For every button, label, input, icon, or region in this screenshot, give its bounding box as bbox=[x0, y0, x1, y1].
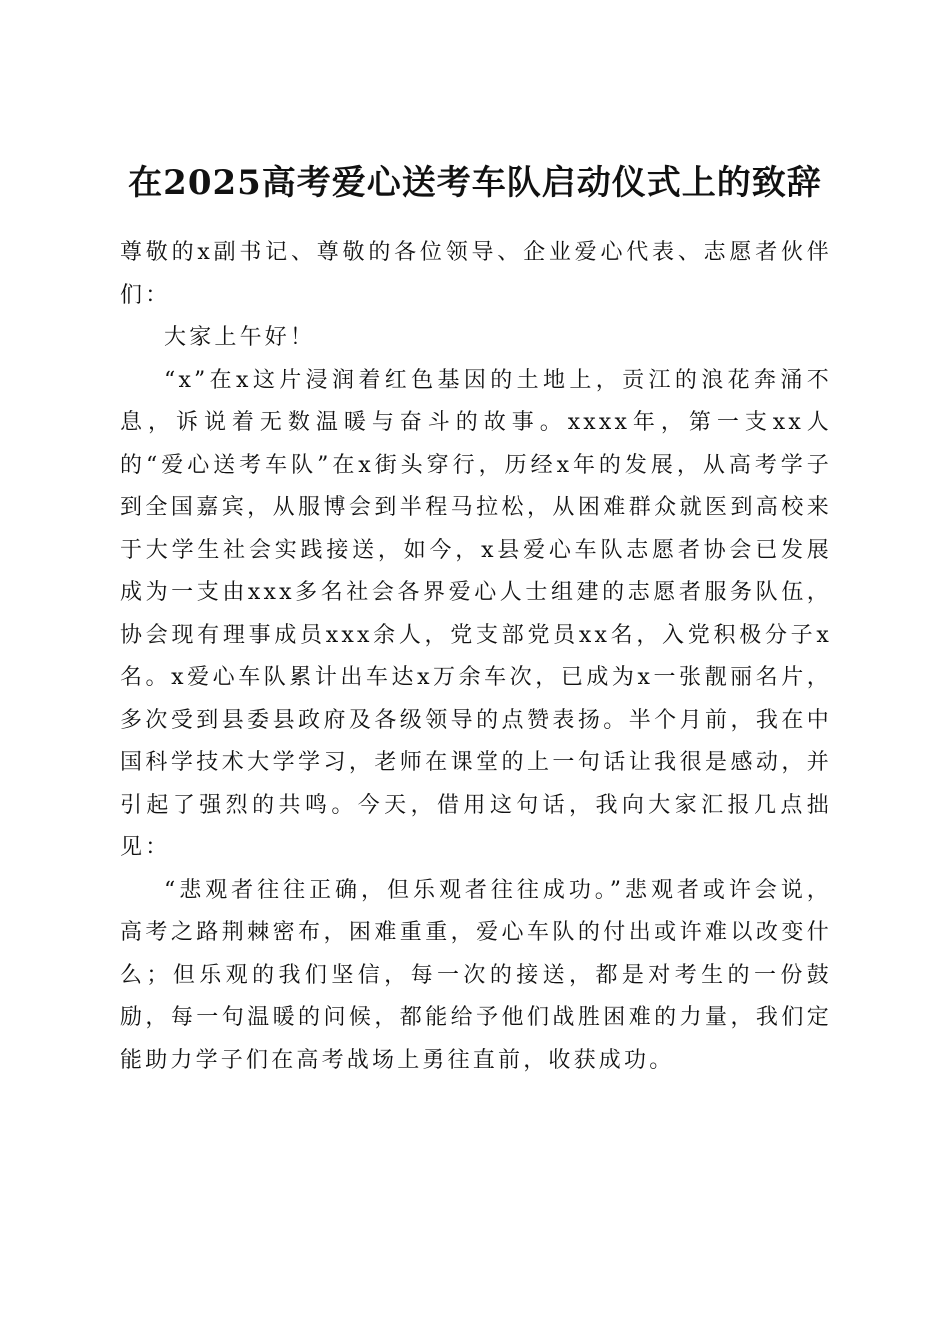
greeting: 大家上午好！ bbox=[164, 325, 316, 350]
paragraph-history: “x”在x这片浸润着红色基因的土地上，贡江的浪花奔涌不息，诉说着无数温暖与奋斗的故事。xxxx年，第一支xx人的“爱心送考车队”在x街头穿行，历经x年的发展，从高考学子到全国嘉宾，从服博会到半程马拉松，从困难群众就医到高校来于大学生社会实践接送，如今，x县爱心车队志愿者协会已发展成为一支由xxx多名社会各界爱心人士组建的志愿者服务队伍，协会现有理事成员xxx余人，党支部党员xx名，入党积极分子x名。x爱心车队累计出车达x万余车次，已成为x一张靓丽名片，多次受到县委县政府及各级领导的点赞表扬。半个月前，我在中国科学技术大学学习，老师在课堂的上一句话让我很是感动，并引起了强烈的共鸣。今天，借用这句话，我向大家汇报几点拙见： bbox=[120, 367, 832, 860]
document-title: 在2025高考爱心送考车队启动仪式上的致辞 bbox=[128, 162, 822, 203]
paragraph-optimism: “悲观者往往正确，但乐观者往往成功。”悲观者或许会说，高考之路荆棘密布，困难重重，爱心车队的付出或许难以改变什么；但乐观的我们坚信，每一次的接送，都是对考生的一份鼓励，每一句温暖的问候，都能给予他们战胜困难的力量，我们定能助力学子们在高考战场上勇往直前，收获成功。 bbox=[120, 877, 832, 1073]
document-body bbox=[120, 232, 832, 1082]
salutation: 尊敬的x副书记、尊敬的各位领导、企业爱心代表、志愿者伙伴们： bbox=[120, 240, 832, 308]
